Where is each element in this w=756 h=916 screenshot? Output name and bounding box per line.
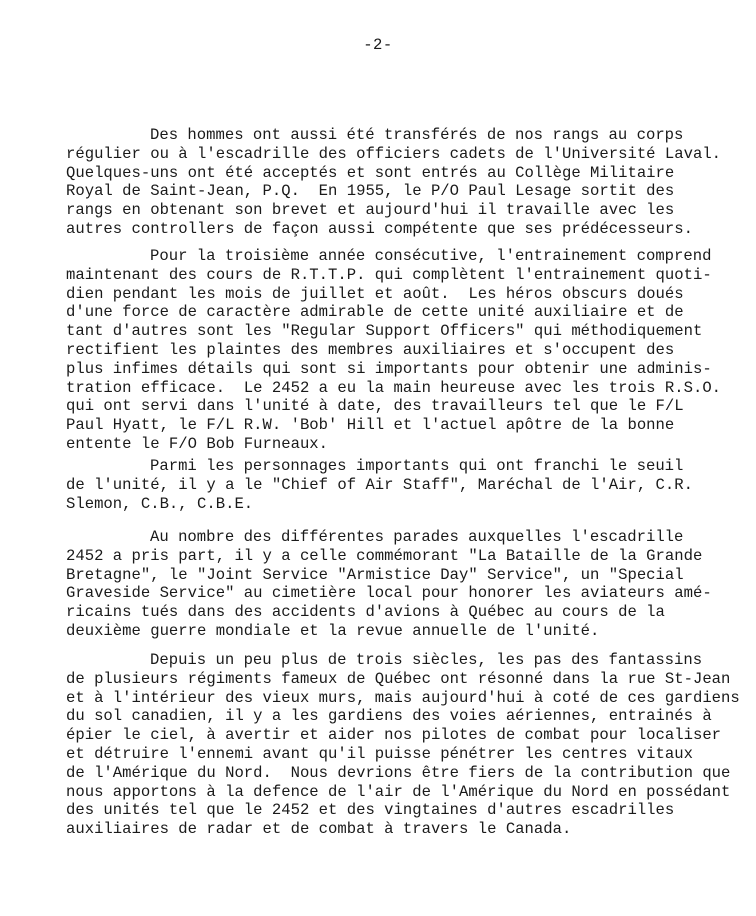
paragraph-line: des unités tel que le 2452 et des vingtaines d'autres escadrilles bbox=[66, 801, 675, 820]
paragraph-line: rectifient les plaintes des membres auxiliaires et s'occupent des bbox=[66, 340, 675, 359]
paragraph-line: Bretagne", le "Joint Service "Armistice Day" Service", un "Special bbox=[66, 565, 684, 584]
paragraph-line: Quelques-uns ont été acceptés et sont entrés au Collège Militaire bbox=[66, 163, 675, 182]
paragraph-line: entente le F/O Bob Furneaux. bbox=[66, 434, 329, 453]
paragraph-line: rangs en obtenant son brevet et aujourd'hui il travaille avec les bbox=[66, 201, 675, 220]
paragraph-conclusion bbox=[66, 651, 746, 839]
paragraph-line: Parmi les personnages importants qui ont franchi le seuil bbox=[150, 457, 684, 475]
paragraph-line: Royal de Saint-Jean, P.Q. En 1955, le P/O Paul Lesage sortit des bbox=[66, 182, 675, 201]
paragraph-line: du sol canadien, il y a les gardiens des voies aériennes, entrainés à bbox=[66, 707, 712, 726]
paragraph-line: maintenant des cours de R.T.T.P. qui complètent l'entrainement quoti- bbox=[66, 265, 712, 284]
paragraph-line: qui ont servi dans l'unité à date, des travailleurs tel que le F/L bbox=[66, 397, 684, 416]
paragraph-line: ricains tués dans des accidents d'avions à Québec au cours de la bbox=[66, 603, 665, 622]
paragraph-line: Des hommes ont aussi été transférés de nos rangs au corps bbox=[150, 126, 684, 144]
paragraph-line: épier le ciel, à avertir et aider nos pilotes de combat pour localiser bbox=[66, 726, 722, 745]
paragraph-line: Paul Hyatt, le F/L R.W. 'Bob' Hill et l'actuel apôtre de la bonne bbox=[66, 416, 675, 435]
paragraph-line: d'une force de caractère admirable de cette unité auxiliaire et de bbox=[66, 303, 684, 322]
paragraph-line: et à l'intérieur des vieux murs, mais aujourd'hui à coté de ces gardiens bbox=[66, 688, 740, 707]
paragraph-line: Pour la troisième année consécutive, l'entrainement comprend bbox=[150, 247, 712, 265]
page-number: -2- bbox=[363, 36, 393, 54]
paragraph-line: plus infimes détails qui sont si importants pour obtenir une adminis- bbox=[66, 359, 712, 378]
paragraph-training bbox=[66, 247, 746, 454]
paragraph-line: et détruire l'ennemi avant qu'il puisse pénétrer les centres vitaux bbox=[66, 744, 693, 763]
paragraph-line: régulier ou à l'escadrille des officiers cadets de l'Université Laval. bbox=[66, 144, 722, 163]
paragraph-transfers bbox=[66, 126, 746, 239]
paragraph-visitors bbox=[66, 457, 746, 513]
paragraph-line: Graveside Service" au cimetière local pour honorer les aviateurs amé- bbox=[66, 584, 712, 603]
paragraph-line: 2452 a pris part, il y a celle commémorant "La Bataille de la Grande bbox=[66, 546, 703, 565]
paragraph-line: Slemon, C.B., C.B.E. bbox=[66, 494, 254, 513]
paragraph-line: autres controllers de façon aussi compétente que ses prédécesseurs. bbox=[66, 219, 693, 238]
paragraph-line: deuxième guerre mondiale et la revue annuelle de l'unité. bbox=[66, 621, 600, 640]
paragraph-line: auxiliaires de radar et de combat à travers le Canada. bbox=[66, 820, 572, 839]
paragraph-line: dien pendant les mois de juillet et août. Les héros obscurs doués bbox=[66, 284, 684, 303]
paragraph-parades bbox=[66, 528, 746, 641]
paragraph-line: nous apportons à la defence de l'air de l'Amérique du Nord en possédant bbox=[66, 782, 731, 801]
paragraph-line: Au nombre des différentes parades auxquelles l'escadrille bbox=[150, 528, 684, 546]
paragraph-line: de l'Amérique du Nord. Nous devrions être fiers de la contribution que bbox=[66, 763, 731, 782]
paragraph-line: tant d'autres sont les "Regular Support Officers" qui méthodiquement bbox=[66, 322, 703, 341]
paragraph-line: tration efficace. Le 2452 a eu la main heureuse avec les trois R.S.O. bbox=[66, 378, 722, 397]
paragraph-line: de l'unité, il y a le "Chief of Air Staff", Maréchal de l'Air, C.R. bbox=[66, 475, 693, 494]
paragraph-line: de plusieurs régiments fameux de Québec ont résonné dans la rue St-Jean bbox=[66, 669, 731, 688]
paragraph-line: Depuis un peu plus de trois siècles, les pas des fantassins bbox=[150, 651, 703, 669]
